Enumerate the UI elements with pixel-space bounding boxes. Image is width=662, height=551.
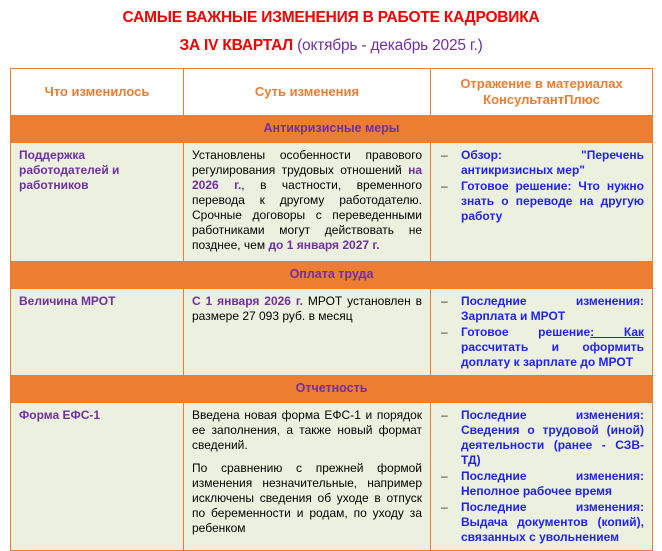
column-header-what: Что изменилось — [11, 69, 184, 116]
date-highlight: до 1 января 2027 г. — [268, 238, 380, 252]
link-izmeneniya-vydacha-dokumentov[interactable]: Последние изменения: Выдача документов (копий), связанных с увольнением — [461, 500, 644, 544]
table-row-mrot — [11, 289, 653, 376]
topic-cell: Форма ЕФС-1 — [11, 403, 184, 551]
list-dash: – — [441, 294, 448, 308]
section-title: Отчетность — [11, 376, 653, 403]
link-obzor-anticrisis[interactable]: Обзор: "Перечень антикризисных мер" — [461, 148, 644, 177]
materials-cell — [431, 143, 653, 262]
link-izmeneniya-nepolnoe-vremya[interactable]: Последние изменения: Неполное рабочее время — [461, 469, 644, 498]
underlined-link-part: : Как — [590, 325, 644, 339]
document-page — [0, 9, 662, 551]
changes-table — [10, 68, 653, 551]
table-row-efs1 — [11, 403, 653, 551]
materials-cell — [431, 289, 653, 376]
page-title: САМЫЕ ВАЖНЫЕ ИЗМЕНЕНИЯ В РАБОТЕ КАДРОВИКА — [122, 9, 540, 26]
material-link-item[interactable] — [439, 179, 644, 224]
date-highlight: на 2026 г. — [192, 163, 422, 192]
material-link-item[interactable] — [439, 325, 644, 370]
essence-cell — [184, 403, 431, 551]
essence-text: Введена новая форма ЕФС-1 и порядок ее заполнения, а также новый формат сведений. — [192, 408, 422, 452]
subtitle-quarter: ЗА IV КВАРТАЛ — [179, 37, 293, 54]
table-row-anticrisis — [11, 143, 653, 262]
link-gotovoe-perevod[interactable]: Готовое решение: Что нужно знать о переводе на другую работу — [461, 179, 644, 223]
essence-cell — [184, 143, 431, 262]
date-highlight: С 1 января 2026 г. — [192, 294, 303, 308]
topic-cell: Поддержка работодателей и работников — [11, 143, 184, 262]
topic-cell: Величина МРОТ — [11, 289, 184, 376]
material-link-item[interactable] — [439, 294, 644, 324]
table-header-row — [11, 69, 653, 116]
material-link-item[interactable] — [439, 500, 644, 545]
list-dash: – — [441, 325, 448, 339]
essence-text: С 1 января 2026 г. МРОТ установлен в размере 27 093 руб. в месяц — [192, 294, 422, 323]
list-dash: – — [441, 148, 448, 162]
materials-cell — [431, 403, 653, 551]
column-header-materials: Отражение в материалах КонсультантПлюс — [431, 69, 653, 116]
list-dash: – — [441, 408, 448, 422]
page-subtitle — [0, 37, 662, 55]
section-header-anticrisis — [11, 116, 653, 143]
section-title: Антикризисные меры — [11, 116, 653, 143]
link-izmeneniya-svedeniya-szvtd[interactable]: Последние изменения: Сведения о трудовой (иной) деятельности (ранее - СЗВ-ТД) — [461, 408, 644, 467]
material-link-item[interactable] — [439, 408, 644, 468]
link-izmeneniya-zarplata-mrot[interactable]: Последние изменения: Зарплата и МРОТ — [461, 294, 644, 323]
essence-text: Установлены особенности правового регулирования трудовых отношений на 2026 г., в частности, временного перевода к другому работодателю. Срочные договоры с переведенными работниками могут действовать не позднее, чем до 1 января 2027 г. — [192, 148, 422, 252]
material-link-item[interactable] — [439, 469, 644, 499]
list-dash: – — [441, 179, 448, 193]
subtitle-period: (октябрь - декабрь 2025 г.) — [292, 37, 483, 54]
essence-text: По сравнению с прежней формой изменения незначительные, например исключены сведения об уходе в отпуск по беременности и родам, по уходу за ребенком — [192, 461, 422, 535]
list-dash: – — [441, 469, 448, 483]
column-header-essence: Суть изменения — [184, 69, 431, 116]
section-header-reporting — [11, 376, 653, 403]
section-header-pay — [11, 262, 653, 289]
material-link-item[interactable] — [439, 148, 644, 178]
essence-cell — [184, 289, 431, 376]
list-dash: – — [441, 500, 448, 514]
section-title: Оплата труда — [11, 262, 653, 289]
link-gotovoe-doplata-mrot[interactable]: Готовое решение: Как рассчитать и оформить доплату к зарплате до МРОТ — [461, 325, 644, 369]
